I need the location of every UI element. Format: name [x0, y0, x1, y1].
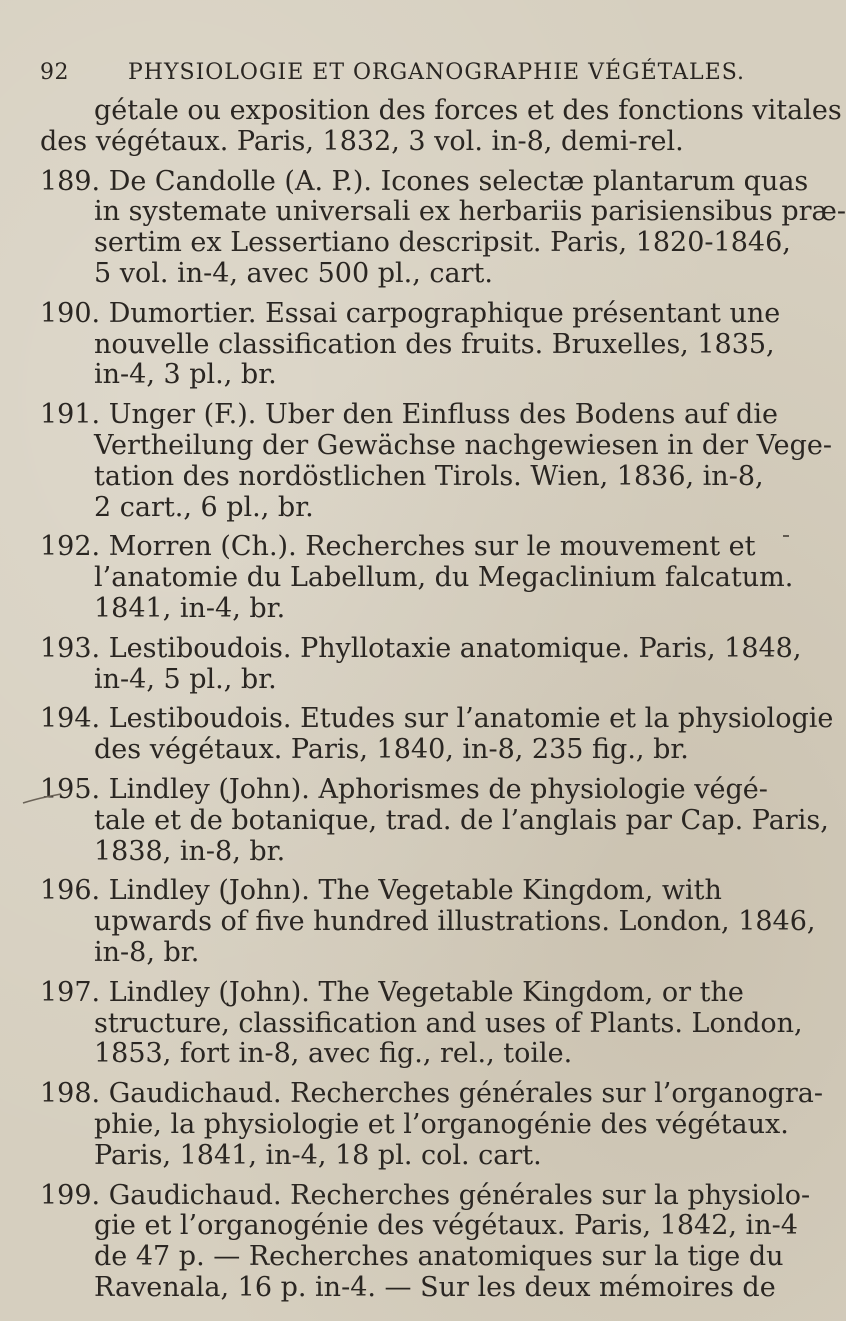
- catalog-entries: [40, 95, 846, 1304]
- entry-line: 192. Morren (Ch.). Recherches sur le mouvement et: [40, 531, 756, 563]
- catalog-entry: [40, 1078, 823, 1171]
- entry-line: des végétaux. Paris, 1840, in-8, 235 fig., br.: [94, 734, 689, 766]
- catalog-entry: [40, 399, 833, 523]
- page-number: 92: [40, 60, 69, 85]
- catalog-entry: [40, 297, 781, 391]
- catalog-entry: [40, 531, 794, 624]
- entry-line: 189. De Candolle (A. P.). Icones selectæ plantarum quas: [40, 165, 809, 197]
- entry-line: sertim ex Lessertiano descripsit. Paris, 1820-1846,: [94, 227, 791, 259]
- entry-line: in-4, 3 pl., br.: [94, 359, 277, 391]
- entry-line: Vertheilung der Gewächse nachgewiesen in der Vege-: [94, 429, 833, 461]
- entry-line: structure, classification and uses of Plants. London,: [94, 1007, 803, 1039]
- entry-line: 195. Lindley (John). Aphorismes de physiologie végé-: [40, 773, 768, 805]
- entry-line: 191. Unger (F.). Uber den Einfluss des Bodens auf die: [40, 399, 778, 431]
- entry-line: in-4, 5 pl., br.: [94, 663, 277, 695]
- catalog-entry: [40, 773, 829, 867]
- entry-line: tation des nordöstlichen Tirols. Wien, 1836, in-8,: [94, 460, 764, 492]
- entry-line: 1841, in-4, br.: [94, 592, 286, 624]
- entry-line: gie et l’organogénie des végétaux. Paris, 1842, in-4: [94, 1210, 798, 1242]
- entry-line: in-8, br.: [94, 936, 200, 968]
- entry-line: 193. Lestiboudois. Phyllotaxie anatomique. Paris, 1848,: [40, 632, 802, 664]
- entry-line: 194. Lestiboudois. Etudes sur l’anatomie et la physiologie: [40, 703, 834, 735]
- entry-line: l’anatomie du Labellum, du Megaclinium falcatum.: [94, 562, 794, 594]
- entry-line: phie, la physiologie et l’organogénie des végétaux.: [94, 1108, 789, 1140]
- catalog-entry: [40, 703, 834, 766]
- entry-line: 2 cart., 6 pl., br.: [94, 491, 314, 523]
- catalog-entry: [40, 976, 803, 1070]
- entry-line: nouvelle classification des fruits. Bruxelles, 1835,: [94, 328, 775, 360]
- entry-line: 196. Lindley (John). The Vegetable Kingdom, with: [40, 875, 722, 907]
- catalog-entry: [40, 165, 846, 290]
- entry-line: in systemate universali ex herbariis parisiensibus præ-: [94, 196, 846, 228]
- entry-line: 197. Lindley (John). The Vegetable Kingdom, or the: [40, 976, 744, 1008]
- entry-line: 190. Dumortier. Essai carpographique présentant une: [40, 297, 781, 329]
- pencil-margin-mark: [22, 793, 62, 805]
- catalog-entry: [40, 875, 816, 968]
- entry-line: 5 vol. in-4, avec 500 pl., cart.: [94, 257, 493, 289]
- entry-line: gétale ou exposition des forces et des fonctions vitales: [94, 95, 842, 126]
- entry-line: tale et de botanique, trad. de l’anglais par Cap. Paris,: [94, 804, 829, 836]
- running-head: [40, 60, 760, 88]
- catalog-entry: [40, 95, 842, 158]
- entry-line: Ravenala, 16 p. in-4. — Sur les deux mémoires de: [94, 1271, 776, 1303]
- entry-line: 199. Gaudichaud. Recherches générales sur la physiolo-: [40, 1179, 811, 1211]
- entry-line: 198. Gaudichaud. Recherches générales sur l’organogra-: [40, 1078, 823, 1110]
- entry-line: 1838, in-8, br.: [94, 835, 286, 867]
- entry-line: Paris, 1841, in-4, 18 pl. col. cart.: [94, 1139, 542, 1171]
- entry-line: des végétaux. Paris, 1832, 3 vol. in-8, demi-rel.: [40, 125, 684, 157]
- catalog-entry: [40, 1179, 811, 1304]
- entry-line: upwards of five hundred illustrations. London, 1846,: [94, 906, 816, 938]
- entry-line: 1853, fort in-8, avec fig., rel., toile.: [94, 1038, 573, 1070]
- running-title: PHYSIOLOGIE ET ORGANOGRAPHIE VÉGÉTALES.: [128, 60, 745, 85]
- catalog-entry: [40, 632, 802, 696]
- edge-dash-mark: [783, 534, 789, 538]
- entry-line: de 47 p. — Recherches anatomiques sur la tige du: [94, 1241, 784, 1273]
